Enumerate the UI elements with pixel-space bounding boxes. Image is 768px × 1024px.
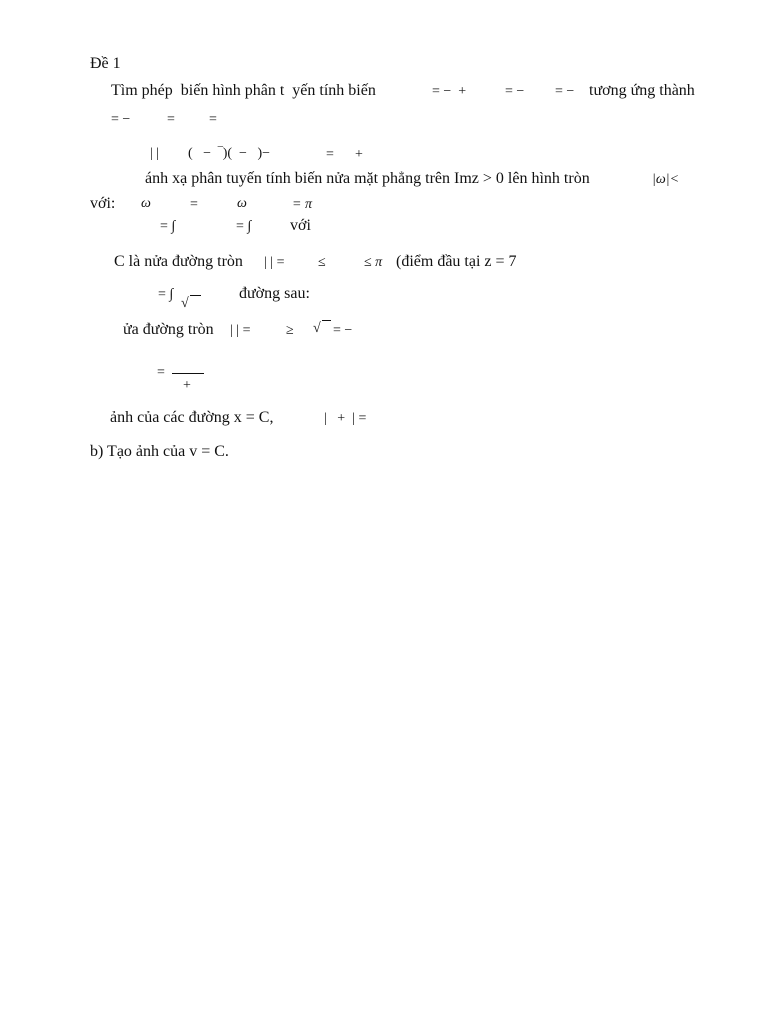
problem-text: đường sau: <box>239 285 310 302</box>
formula-fragment: = <box>326 147 334 162</box>
formula-fragment: = <box>190 197 198 212</box>
sqrt-bar <box>190 295 201 296</box>
formula-fragment: = − <box>333 323 353 338</box>
integral-fragment: = ∫ <box>236 219 252 234</box>
heading: Đề 1 <box>90 55 121 72</box>
sqrt-bar <box>322 320 331 321</box>
problem-intro-tail: tương ứng thành <box>589 82 695 99</box>
formula-fragment: ( − ‾)( − )− <box>188 146 270 161</box>
formula-fragment: = − <box>111 112 131 127</box>
formula-fragment: = − <box>505 84 525 99</box>
formula-fragment: ω <box>237 196 247 211</box>
formula-fragment: + <box>183 378 191 393</box>
formula-fragment: + <box>355 147 363 162</box>
fraction-bar <box>172 373 204 374</box>
formula-fragment: | | = <box>264 255 285 270</box>
problem-intro: Tìm phép biến hình phân t yến tính biến <box>111 82 376 99</box>
formula-fragment: |ω|< <box>652 172 680 187</box>
integral-fragment: = ∫ <box>158 287 174 302</box>
problem-text-tail: (điểm đầu tại z = 7 <box>396 253 517 270</box>
formula-fragment: = − + <box>432 84 467 99</box>
formula-fragment: = <box>167 112 175 127</box>
formula-fragment: ω <box>141 196 151 211</box>
formula-fragment: | + | = <box>324 411 367 426</box>
problem-text: ánh xạ phân tuyến tính biến nửa mặt phẳng trên Imz > 0 lên hình tròn <box>145 170 590 187</box>
problem-text: ửa đường tròn <box>123 321 214 338</box>
sqrt-symbol: √ <box>313 321 321 336</box>
sqrt-symbol: √ <box>181 296 189 311</box>
formula-fragment: = − <box>555 84 575 99</box>
subproblem-b: b) Tạo ảnh của v = C. <box>90 443 229 460</box>
formula-fragment: ≤ <box>318 255 326 270</box>
with-label: với: <box>90 195 116 212</box>
formula-fragment: = <box>209 112 217 127</box>
formula-fragment: ≤ π <box>364 255 383 270</box>
formula-fragment: ≥ <box>286 323 294 338</box>
integral-fragment: = ∫ <box>160 219 176 234</box>
with-label: với <box>290 217 311 234</box>
formula-fragment: | | <box>150 146 160 161</box>
formula-fragment: | | = <box>230 323 251 338</box>
problem-text: C là nửa đường tròn <box>114 253 243 270</box>
formula-fragment: = <box>157 365 165 380</box>
problem-text: ảnh của các đường x = C, <box>110 409 274 426</box>
formula-fragment: = π <box>292 197 312 212</box>
